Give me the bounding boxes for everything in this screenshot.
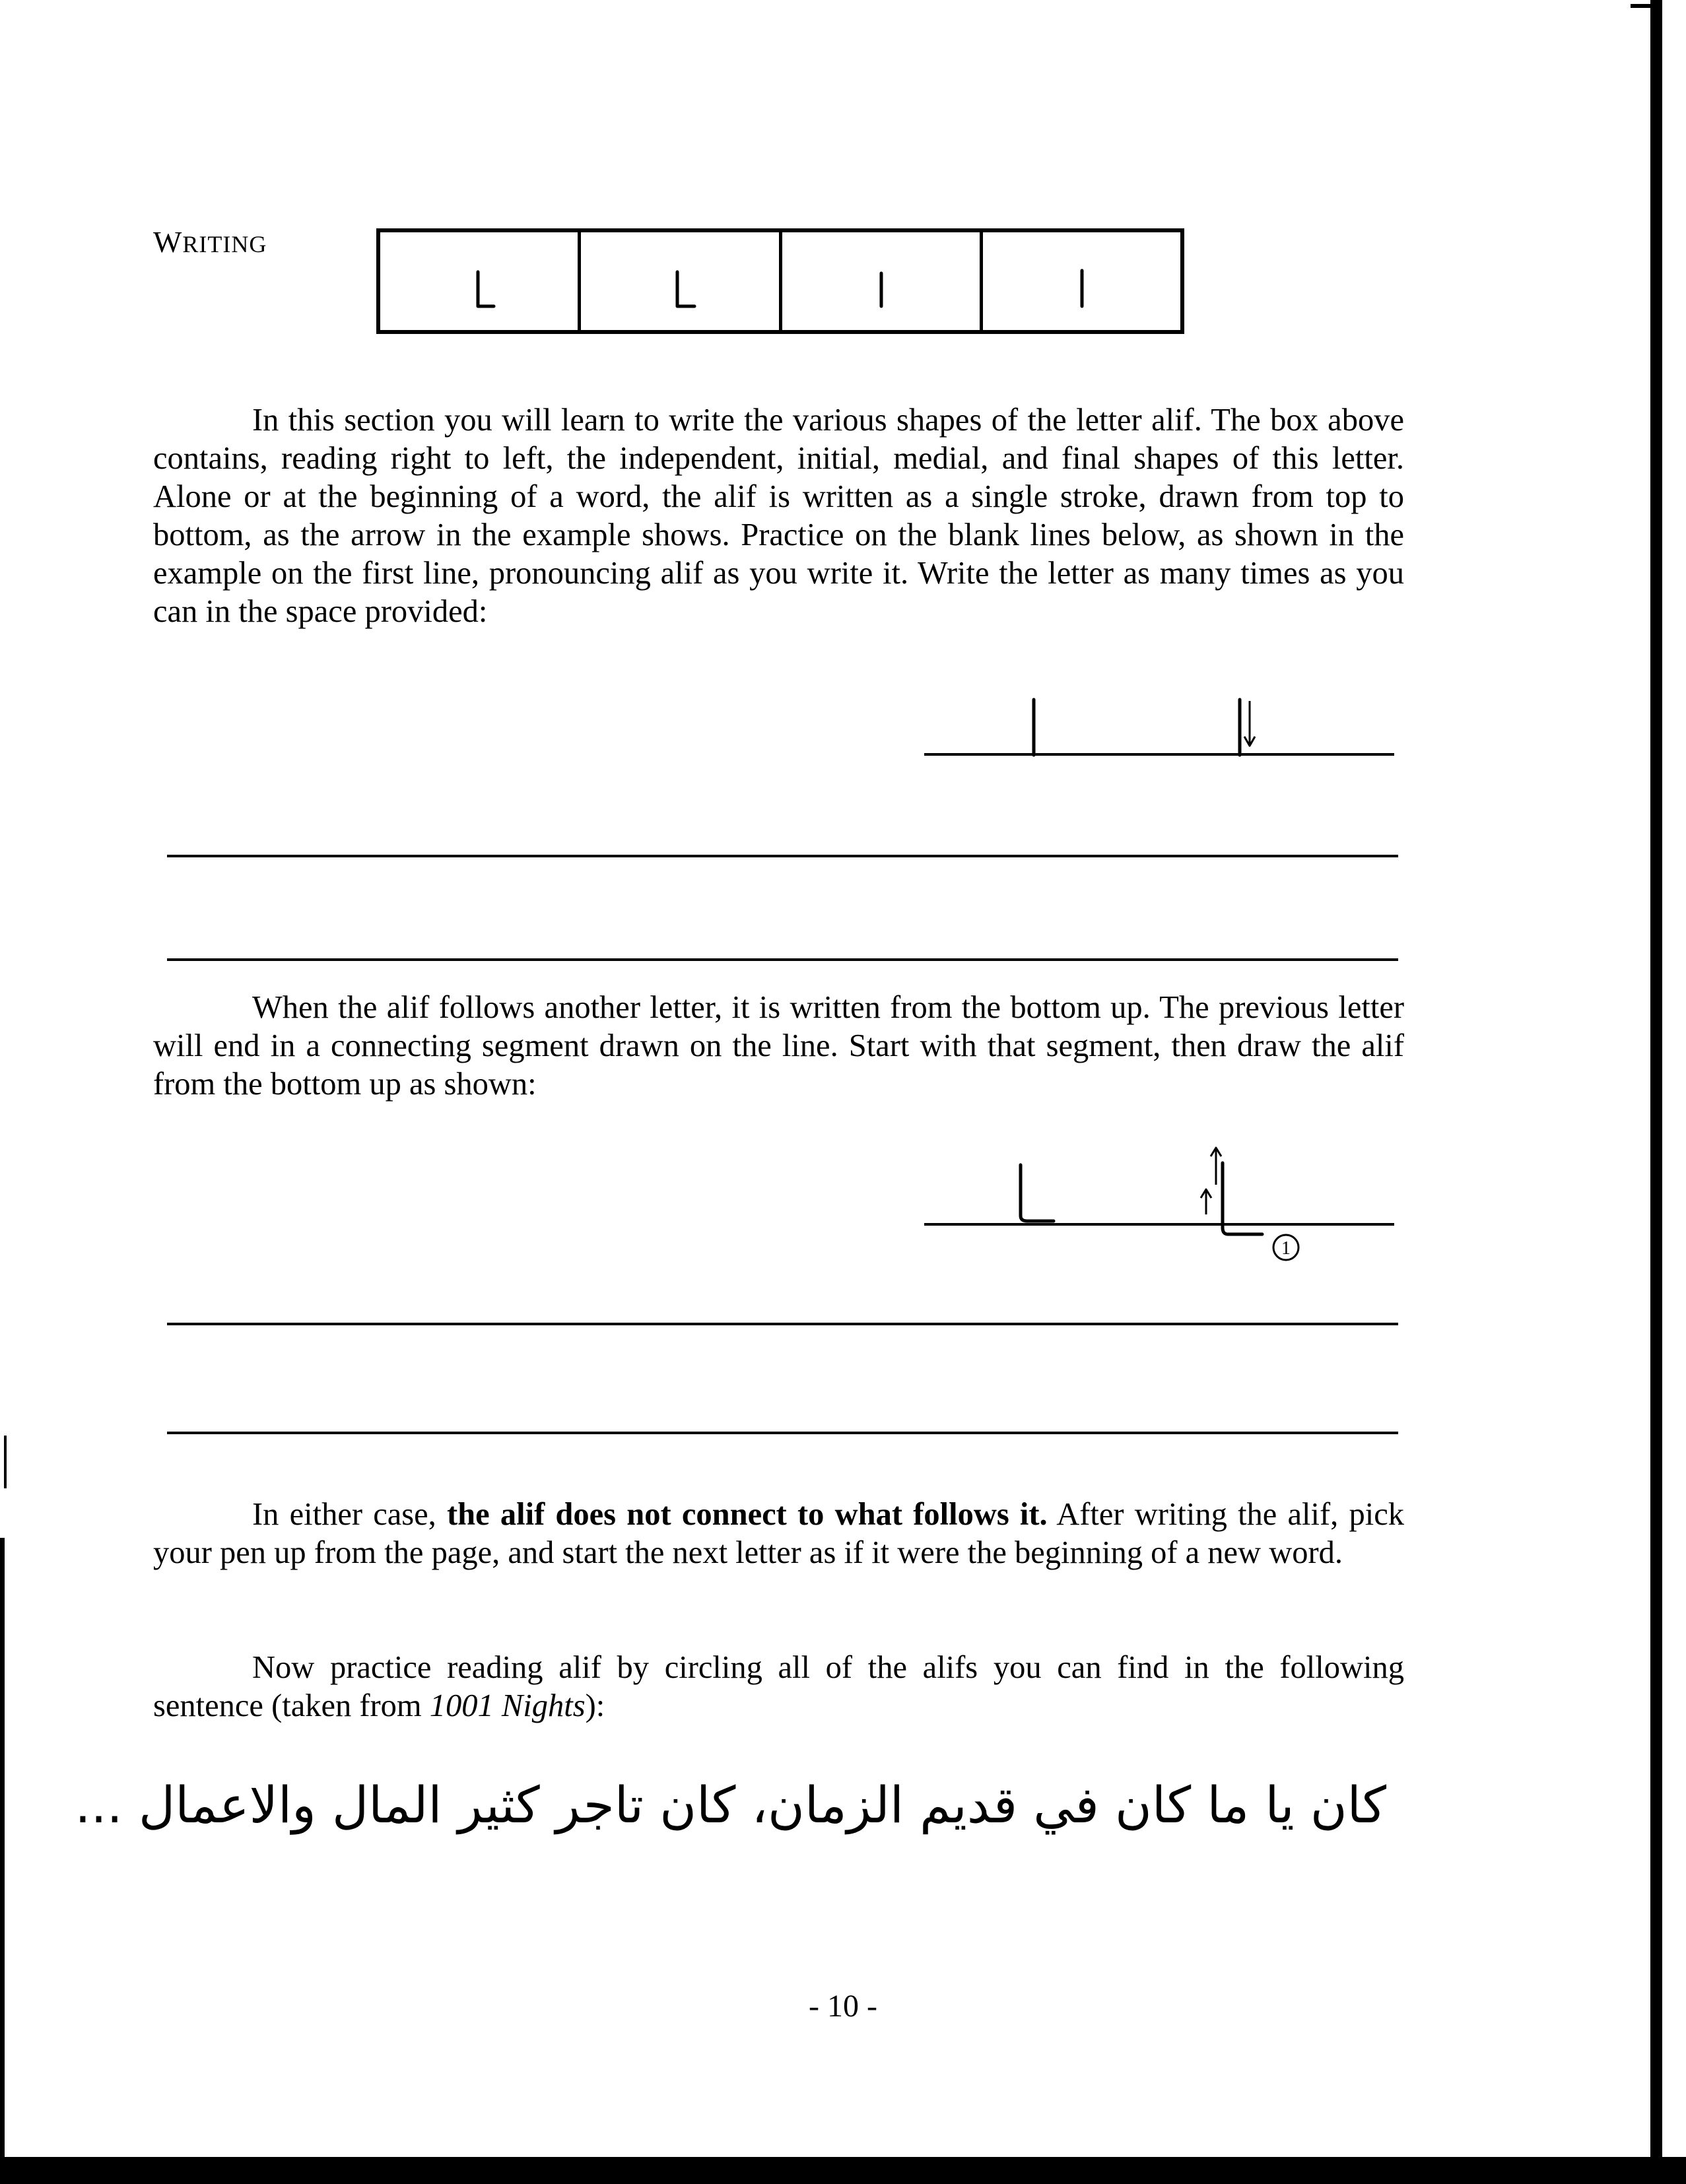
step-number-label: 1 bbox=[1281, 1238, 1291, 1259]
section-heading-cap: W bbox=[153, 225, 183, 259]
shape-cell-final bbox=[380, 232, 581, 330]
paragraph-no-connect-bold: the alif does not connect to what follows it. bbox=[447, 1497, 1048, 1532]
practice-line bbox=[167, 1432, 1398, 1434]
example-bottom-up-alif bbox=[924, 1135, 1399, 1267]
paragraph-no-connect bbox=[153, 1496, 1404, 1572]
shape-cell-medial bbox=[581, 232, 782, 330]
alif-medial-glyph bbox=[581, 232, 779, 331]
paragraph-no-connect-end: After writing the alif, pick your pen up from the page, and start the next letter as if it were the beginning of a new word. bbox=[153, 1497, 1404, 1570]
practice-line bbox=[167, 958, 1398, 961]
practice-line bbox=[167, 1323, 1398, 1325]
letter-shapes-box bbox=[376, 228, 1184, 334]
scan-edge-left-bar bbox=[0, 1538, 5, 2158]
arabic-sentence: كان يا ما كان في قديم الزمان، كان تاجر كثير المال والاعمال ... bbox=[75, 1775, 1386, 1834]
shape-cell-initial bbox=[782, 232, 983, 330]
scan-edge-right bbox=[1650, 0, 1662, 2184]
shape-cell-independent bbox=[983, 232, 1180, 330]
practice-line bbox=[167, 855, 1398, 857]
paragraph-reading-end: ): bbox=[585, 1688, 605, 1723]
paragraph-no-connect-start: In either case, bbox=[252, 1497, 448, 1532]
alif-final-glyph bbox=[380, 232, 578, 331]
paragraph-bottom-up: When the alif follows another letter, it is written from the bottom up. The previous letter will end in a connecting segment drawn on the line. Start with that segment, then draw the alif from the bottom up as shown: bbox=[153, 990, 1404, 1102]
alif-initial-glyph bbox=[782, 232, 980, 331]
paragraph-reading-start: Now practice reading alif by circling all of the alifs you can find in the following sentence (taken from bbox=[153, 1650, 1404, 1723]
section-heading bbox=[153, 224, 267, 259]
paragraph-intro: In this section you will learn to write the various shapes of the letter alif. The box above contains, reading right to left, the independent, initial, medial, and final shapes of this letter. Alone or at the beginning of a word, the alif is written as a single stroke, drawn from top to bottom, as the arrow in the example shows. Practice on the blank lines below, as shown in the example on the first line, pronouncing alif as you write it. Write the letter as many times as you can in the space provided: bbox=[153, 403, 1404, 629]
scan-edge-right-top bbox=[1631, 4, 1662, 8]
paragraph-reading-practice bbox=[153, 1649, 1404, 1725]
scan-edge-bottom bbox=[0, 2157, 1686, 2184]
page-number: - 10 - bbox=[809, 1989, 877, 2024]
example-top-down-alif bbox=[924, 686, 1399, 766]
scan-edge-left-mark bbox=[4, 1436, 7, 1488]
paragraph-reading-italic: 1001 Nights bbox=[429, 1688, 586, 1723]
alif-independent-glyph bbox=[983, 232, 1181, 331]
section-heading-rest: RITING bbox=[182, 231, 267, 257]
